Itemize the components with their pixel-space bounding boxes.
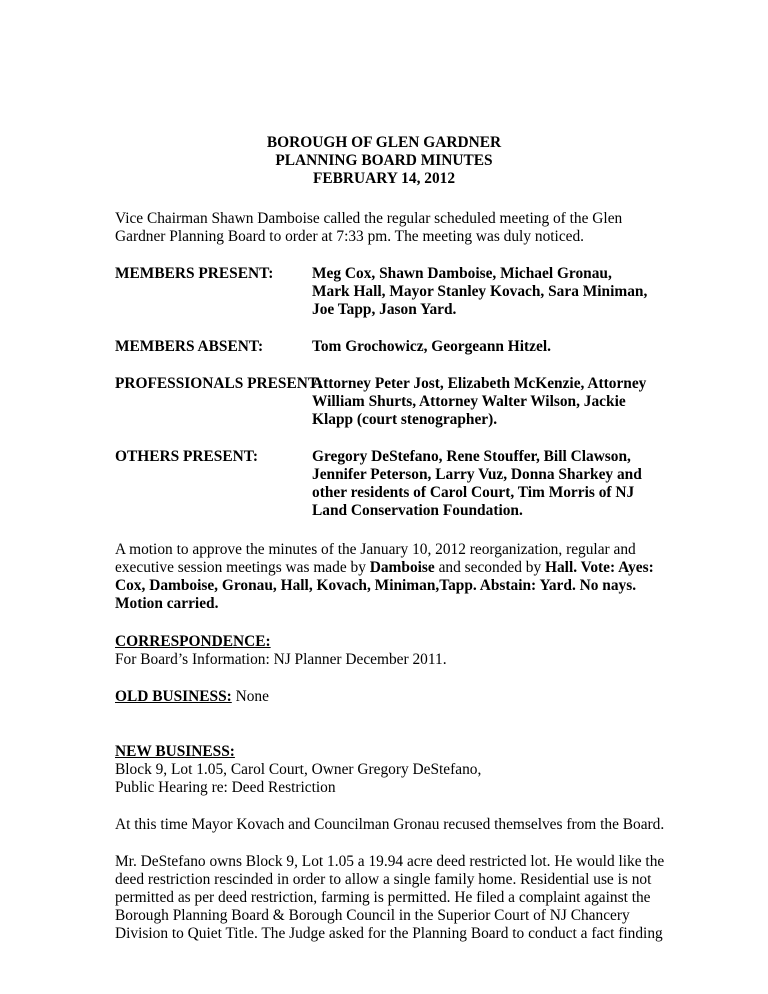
new-business-item-line1: Block 9, Lot 1.05, Carol Court, Owner Gregory DeStefano, [115,761,482,778]
intro-paragraph: Vice Chairman Shawn Damboise called the regular scheduled meeting of the Glen Gardner Planning Board to order at 7:33 pm. The meeting was duly noticed. [115,210,623,245]
attendance-value: Attorney Peter Jost, Elizabeth McKenzie, Attorney William Shurts, Attorney Walter Wilson, Jackie Klapp (court stenographer). [312,375,647,428]
attendance-label: PROFESSIONALS PRESENT: [115,375,323,392]
new-business-section [115,743,675,797]
attendance-value: Tom Grochowicz, Georgeann Hitzel. [312,338,551,355]
old-business-section [115,688,675,706]
correspondence-heading: CORRESPONDENCE: [115,633,271,650]
attendance-value: Gregory DeStefano, Rene Stouffer, Bill Clawson, Jennifer Peterson, Larry Vuz, Donna Sharkey and other residents of Carol Court, Tim Morris of NJ Land Conservation Foundation. [312,448,642,519]
attendance-value: Meg Cox, Shawn Damboise, Michael Gronau, Mark Hall, Mayor Stanley Kovach, Sara Miniman, Joe Tapp, Jason Yard. [312,265,648,318]
new-business-item-line2: Public Hearing re: Deed Restriction [115,779,336,796]
old-business-text: None [231,688,269,705]
minutes-motion-paragraph [115,541,675,613]
motion-seconder: Hall. [545,559,578,576]
motion-vote: Vote: Ayes: Cox, Damboise, Gronau, Hall, Kovach, Miniman,Tapp. Abstain: Yard. No nays. Motion carried. [115,559,654,612]
old-business-heading: OLD BUSINESS: [115,688,232,705]
borough-title: BOROUGH OF GLEN GARDNER [266,134,502,151]
correspondence-section [115,633,675,669]
document-title: PLANNING BOARD MINUTES [275,152,493,169]
motion-text: A motion to approve the minutes of the January 10, 2012 reorganization, regular and executive session meetings was made by [115,541,636,576]
attendance-label: MEMBERS ABSENT: [115,338,264,355]
new-business-detail-paragraph: Mr. DeStefano owns Block 9, Lot 1.05 a 19.94 acre deed restricted lot. He would like the deed restriction rescinded in order to allow a single family home. Residential use is not permitted as per deed restriction, farming is permitted. He filed a complaint against the Borough Planning Board & Borough Council in the Superior Court of NJ Chancery Division to Quiet Title. The Judge asked for the Planning Board to conduct a fact finding [115,853,665,942]
motion-mover: Damboise [369,559,435,576]
correspondence-text: For Board’s Information: NJ Planner December 2011. [115,651,447,668]
new-business-heading: NEW BUSINESS: [115,743,235,760]
attendance-label: OTHERS PRESENT: [115,448,258,465]
recusal-paragraph: At this time Mayor Kovach and Councilman Gronau recused themselves from the Board. [115,816,665,833]
meeting-date: FEBRUARY 14, 2012 [312,170,456,187]
attendance-label: MEMBERS PRESENT: [115,265,274,282]
motion-text-2: and seconded by [434,559,546,576]
document-header [0,134,768,188]
